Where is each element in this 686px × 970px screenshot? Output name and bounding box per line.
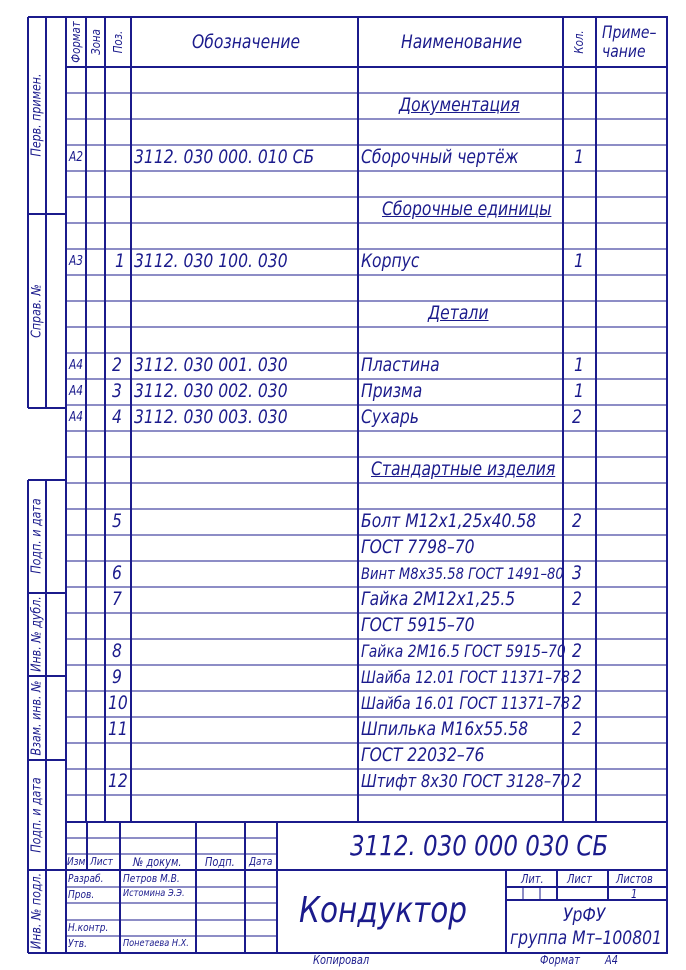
section-assemblies: Сборочные единицы (382, 198, 552, 220)
row-designation: 3112. 030 002. 030 (134, 380, 288, 402)
sheets-value: 1 (631, 887, 638, 901)
row-pos: 3 (112, 380, 122, 402)
row-pos: 1 (115, 250, 125, 272)
role-approver: Утв. (68, 937, 87, 950)
row-format: А4 (69, 410, 84, 425)
row-name: Пластина (361, 354, 440, 376)
col-izm: Изм. (67, 855, 89, 868)
row-name: Гайка 2М16.5 ГОСТ 5915–70 (361, 642, 566, 662)
developer-name: Петров М.В. (123, 872, 180, 885)
row-qty: 2 (572, 666, 582, 688)
side-label-inv-podl: Инв. № подл. (29, 872, 45, 950)
row-name: Шайба 16.01 ГОСТ 11371–78 (361, 694, 570, 714)
row-qty: 2 (572, 718, 582, 740)
col-date: Дата (249, 855, 273, 868)
row-name: Винт М8х35.58 ГОСТ 1491–80 (361, 564, 564, 583)
row-name: ГОСТ 5915–70 (361, 614, 475, 636)
row-name: ГОСТ 7798–70 (361, 536, 475, 558)
header-format: Формат (69, 21, 83, 63)
section-standard: Стандартные изделия (371, 458, 556, 480)
header-note-line1: Приме– (602, 23, 657, 43)
side-label-vzam-inv: Взам. инв. № (29, 680, 45, 756)
row-pos: 7 (112, 588, 122, 610)
row-pos: 5 (112, 510, 122, 532)
row-name: Сборочный чертёж (361, 146, 519, 168)
header-note-line2: чание (602, 42, 646, 62)
row-pos: 9 (112, 666, 122, 688)
row-pos: 6 (112, 562, 122, 584)
row-name: Гайка 2М12х1,25.5 (361, 588, 516, 610)
row-name: Сухарь (361, 406, 419, 428)
section-parts: Детали (428, 302, 489, 324)
side-label-perv-primen: Перв. примен. (29, 73, 45, 157)
row-name: Призма (361, 380, 423, 402)
row-qty: 3 (572, 562, 582, 584)
row-format: А4 (69, 358, 84, 373)
row-pos: 2 (112, 354, 122, 376)
row-qty: 1 (574, 354, 584, 376)
row-pos: 11 (108, 718, 128, 740)
row-qty: 2 (572, 770, 582, 792)
row-pos: 8 (112, 640, 122, 662)
row-pos: 10 (108, 692, 128, 714)
row-qty: 1 (574, 380, 584, 402)
col-list: Лист (90, 855, 113, 868)
row-designation: 3112. 030 001. 030 (134, 354, 288, 376)
copied-label: Копировал (313, 953, 370, 967)
row-designation: 3112. 030 003. 030 (134, 406, 288, 428)
row-qty: 2 (572, 406, 582, 428)
section-documentation: Документация (399, 94, 520, 116)
header-name: Наименование (401, 31, 523, 53)
org-line1: УрФУ (563, 904, 606, 926)
row-pos: 4 (112, 406, 122, 428)
document-code: 3112. 030 000 030 СБ (350, 829, 609, 862)
side-label-podp-data-2: Подп. и дата (29, 777, 45, 853)
row-qty: 2 (572, 588, 582, 610)
header-zone: Зона (89, 29, 103, 55)
role-developer: Разраб. (68, 872, 104, 885)
side-label-inv-dubl: Инв. № дубл. (29, 596, 45, 672)
row-name: Шайба 12.01 ГОСТ 11371–78 (361, 668, 570, 688)
row-qty: 2 (572, 692, 582, 714)
row-name: Шпилька М16х55.58 (361, 718, 529, 740)
product-name: Кондуктор (299, 890, 468, 931)
sheets-label: Листов (616, 872, 653, 886)
row-pos: 12 (108, 770, 128, 792)
col-doc: № докум. (133, 855, 182, 869)
row-format: А4 (69, 384, 84, 399)
sheet-label: Лист (567, 872, 592, 886)
format-label: Формат (540, 953, 580, 967)
row-qty: 1 (574, 250, 584, 272)
row-designation: 3112. 030 000. 010 СБ (134, 146, 315, 168)
header-qty: Кол. (572, 30, 586, 54)
row-qty: 2 (572, 640, 582, 662)
approver-name: Понетаева Н.Х. (123, 938, 189, 949)
header-pos: Поз. (111, 30, 125, 54)
row-format: А2 (69, 150, 84, 165)
checker-name: Истомина Э.Э. (123, 888, 185, 899)
role-checker: Пров. (68, 888, 95, 901)
format-value: А4 (605, 953, 618, 967)
side-label-sprav-no: Справ. № (29, 284, 45, 338)
lit-label: Лит. (521, 872, 544, 886)
row-name: Болт М12х1,25х40.58 (361, 510, 537, 532)
row-name: ГОСТ 22032–76 (361, 744, 485, 766)
role-ncontrol: Н.контр. (68, 921, 109, 934)
col-sign: Подп. (205, 855, 235, 869)
row-qty: 1 (574, 146, 584, 168)
row-designation: 3112. 030 100. 030 (134, 250, 288, 272)
row-qty: 2 (572, 510, 582, 532)
row-format: А3 (69, 254, 84, 269)
org-line2: группа Мт–100801 (510, 927, 662, 949)
side-label-podp-data-1: Подп. и дата (29, 498, 45, 574)
header-designation: Обозначение (192, 31, 301, 53)
row-name: Штифт 8х30 ГОСТ 3128–70 (361, 771, 571, 792)
row-name: Корпус (361, 250, 420, 272)
